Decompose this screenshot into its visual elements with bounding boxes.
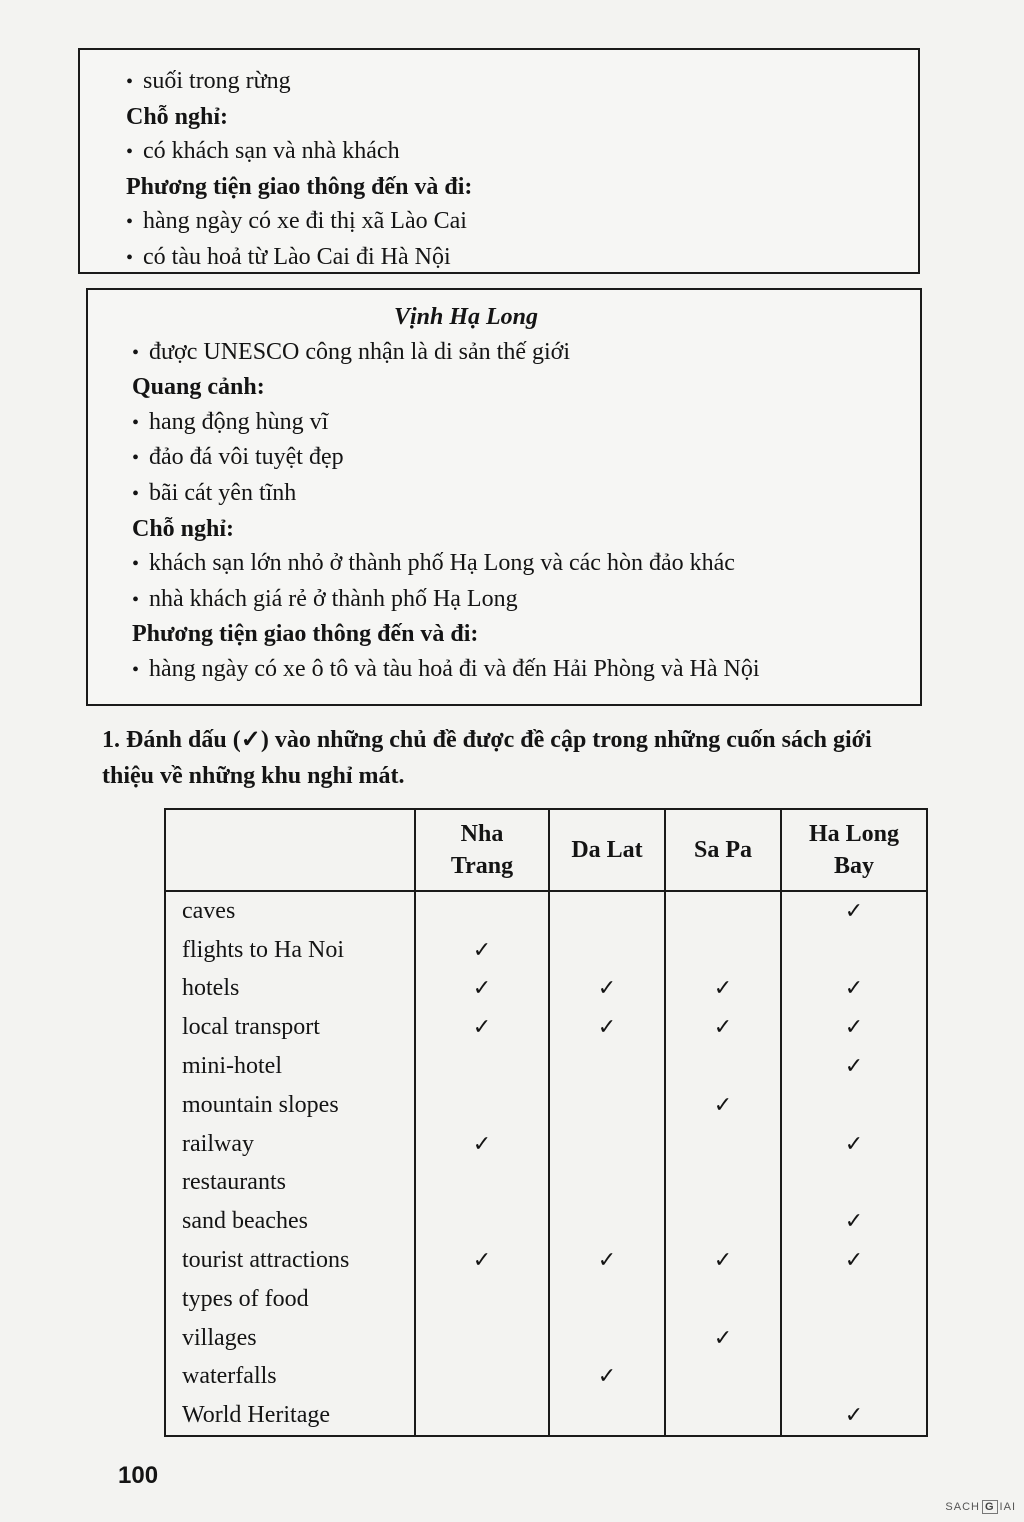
- section-heading: Chỗ nghỉ:: [126, 103, 229, 130]
- empty-cell: [549, 1125, 665, 1164]
- empty-cell: [415, 1047, 549, 1086]
- topic-cell: types of food: [165, 1280, 415, 1319]
- header-nha-trang: Nha Trang: [415, 809, 549, 891]
- watermark-right: IAI: [999, 1501, 1016, 1513]
- check-mark-icon: ✓: [781, 1396, 927, 1436]
- empty-cell: [549, 931, 665, 970]
- empty-cell: [781, 1358, 927, 1397]
- empty-cell: [549, 1319, 665, 1358]
- exercise-instruction: [102, 722, 992, 794]
- empty-cell: [781, 931, 927, 970]
- table-row: [165, 891, 927, 931]
- bullet-item: • suối trong rừng: [126, 64, 918, 100]
- check-mark-icon: ✓: [665, 970, 781, 1009]
- topic-cell: sand beaches: [165, 1202, 415, 1241]
- empty-cell: [781, 1086, 927, 1125]
- table-row: [165, 1008, 927, 1047]
- check-mark-icon: ✓: [665, 1319, 781, 1358]
- instruction-line-1: 1. Đánh dấu (✓) vào những chủ đề được đề cập trong những cuốn sách giới: [102, 727, 872, 753]
- empty-cell: [549, 1086, 665, 1125]
- topic-cell: local transport: [165, 1008, 415, 1047]
- empty-cell: [781, 1319, 927, 1358]
- empty-cell: [665, 931, 781, 970]
- bullet-item: • hàng ngày có xe đi thị xã Lào Cai: [126, 204, 918, 240]
- check-mark-icon: ✓: [781, 1202, 927, 1241]
- check-mark-icon: ✓: [665, 1241, 781, 1280]
- check-mark-icon: ✓: [415, 931, 549, 970]
- check-mark-icon: ✓: [781, 1008, 927, 1047]
- bullet-item: • có tàu hoả từ Lào Cai đi Hà Nội: [126, 240, 918, 276]
- check-mark-icon: ✓: [549, 970, 665, 1009]
- bullet-item: • khách sạn lớn nhỏ ở thành phố Hạ Long và các hòn đảo khác: [132, 546, 920, 582]
- check-mark-icon: ✓: [781, 970, 927, 1009]
- empty-cell: [549, 891, 665, 931]
- site-watermark: [945, 1500, 1016, 1514]
- watermark-left: SACH: [945, 1501, 980, 1513]
- table-row: [165, 1202, 927, 1241]
- check-mark-icon: ✓: [415, 1125, 549, 1164]
- section-heading: Phương tiện giao thông đến và đi:: [132, 621, 479, 648]
- topic-cell: restaurants: [165, 1164, 415, 1203]
- sapa-info-box: [78, 48, 920, 274]
- section-heading: Chỗ nghỉ:: [132, 515, 235, 542]
- empty-cell: [415, 1086, 549, 1125]
- bullet-item: • hang động hùng vĩ: [132, 405, 920, 441]
- empty-cell: [665, 1396, 781, 1436]
- empty-cell: [665, 1202, 781, 1241]
- topic-cell: mountain slopes: [165, 1086, 415, 1125]
- table-row: [165, 1125, 927, 1164]
- empty-cell: [665, 1047, 781, 1086]
- topic-cell: mini-hotel: [165, 1047, 415, 1086]
- bullet-item: • được UNESCO công nhận là di sản thế giới: [132, 335, 920, 371]
- bullet-item: • đảo đá vôi tuyệt đẹp: [132, 440, 920, 476]
- check-mark-icon: ✓: [549, 1008, 665, 1047]
- bullet-item: • nhà khách giá rẻ ở thành phố Hạ Long: [132, 582, 920, 618]
- topics-table: [164, 808, 928, 1437]
- empty-cell: [549, 1202, 665, 1241]
- empty-cell: [549, 1280, 665, 1319]
- topic-cell: flights to Ha Noi: [165, 931, 415, 970]
- halong-title: Vịnh Hạ Long: [393, 304, 539, 330]
- topic-cell: waterfalls: [165, 1358, 415, 1397]
- check-mark-icon: ✓: [781, 1125, 927, 1164]
- table-row: [165, 1319, 927, 1358]
- empty-cell: [415, 891, 549, 931]
- bullet-item: • hàng ngày có xe ô tô và tàu hoả đi và đến Hải Phòng và Hà Nội: [132, 652, 920, 688]
- topic-cell: tourist attractions: [165, 1241, 415, 1280]
- check-mark-icon: ✓: [665, 1008, 781, 1047]
- topic-cell: railway: [165, 1125, 415, 1164]
- check-mark-icon: ✓: [415, 1241, 549, 1280]
- bullet-item: • bãi cát yên tĩnh: [132, 476, 920, 512]
- empty-cell: [415, 1319, 549, 1358]
- empty-cell: [665, 891, 781, 931]
- topic-cell: villages: [165, 1319, 415, 1358]
- empty-cell: [415, 1280, 549, 1319]
- empty-cell: [415, 1202, 549, 1241]
- check-mark-icon: ✓: [415, 970, 549, 1009]
- check-mark-icon: ✓: [549, 1358, 665, 1397]
- check-mark-icon: ✓: [781, 891, 927, 931]
- table-row: [165, 1047, 927, 1086]
- check-mark-icon: ✓: [781, 1047, 927, 1086]
- empty-cell: [665, 1125, 781, 1164]
- section-heading: Phương tiện giao thông đến và đi:: [126, 173, 473, 200]
- table-row: [165, 1164, 927, 1203]
- bullet-item: • có khách sạn và nhà khách: [126, 134, 918, 170]
- table-row: [165, 970, 927, 1009]
- empty-cell: [415, 1164, 549, 1203]
- empty-cell: [549, 1164, 665, 1203]
- halong-info-box: [86, 288, 922, 706]
- empty-cell: [415, 1396, 549, 1436]
- check-mark-icon: ✓: [781, 1241, 927, 1280]
- empty-cell: [665, 1358, 781, 1397]
- section-heading: Quang cảnh:: [132, 374, 265, 401]
- empty-cell: [781, 1164, 927, 1203]
- empty-cell: [549, 1396, 665, 1436]
- table-row: [165, 1086, 927, 1125]
- topic-cell: World Heritage: [165, 1396, 415, 1436]
- topic-cell: caves: [165, 891, 415, 931]
- header-da-lat: Da Lat: [549, 809, 665, 891]
- table-row: [165, 1396, 927, 1436]
- instruction-line-2: thiệu về những khu nghỉ mát.: [102, 763, 405, 789]
- empty-cell: [415, 1358, 549, 1397]
- check-mark-icon: ✓: [415, 1008, 549, 1047]
- table-header-row: [165, 809, 927, 891]
- empty-cell: [665, 1164, 781, 1203]
- header-sa-pa: Sa Pa: [665, 809, 781, 891]
- page-number: 100: [118, 1462, 159, 1489]
- table-row: [165, 931, 927, 970]
- table-row: [165, 1358, 927, 1397]
- watermark-logo: G: [982, 1500, 998, 1514]
- header-ha-long-bay: Ha Long Bay: [781, 809, 927, 891]
- empty-cell: [781, 1280, 927, 1319]
- topic-cell: hotels: [165, 970, 415, 1009]
- table-row: [165, 1280, 927, 1319]
- empty-cell: [665, 1280, 781, 1319]
- check-mark-icon: ✓: [549, 1241, 665, 1280]
- header-blank-cell: [165, 809, 415, 891]
- empty-cell: [549, 1047, 665, 1086]
- table-row: [165, 1241, 927, 1280]
- check-mark-icon: ✓: [665, 1086, 781, 1125]
